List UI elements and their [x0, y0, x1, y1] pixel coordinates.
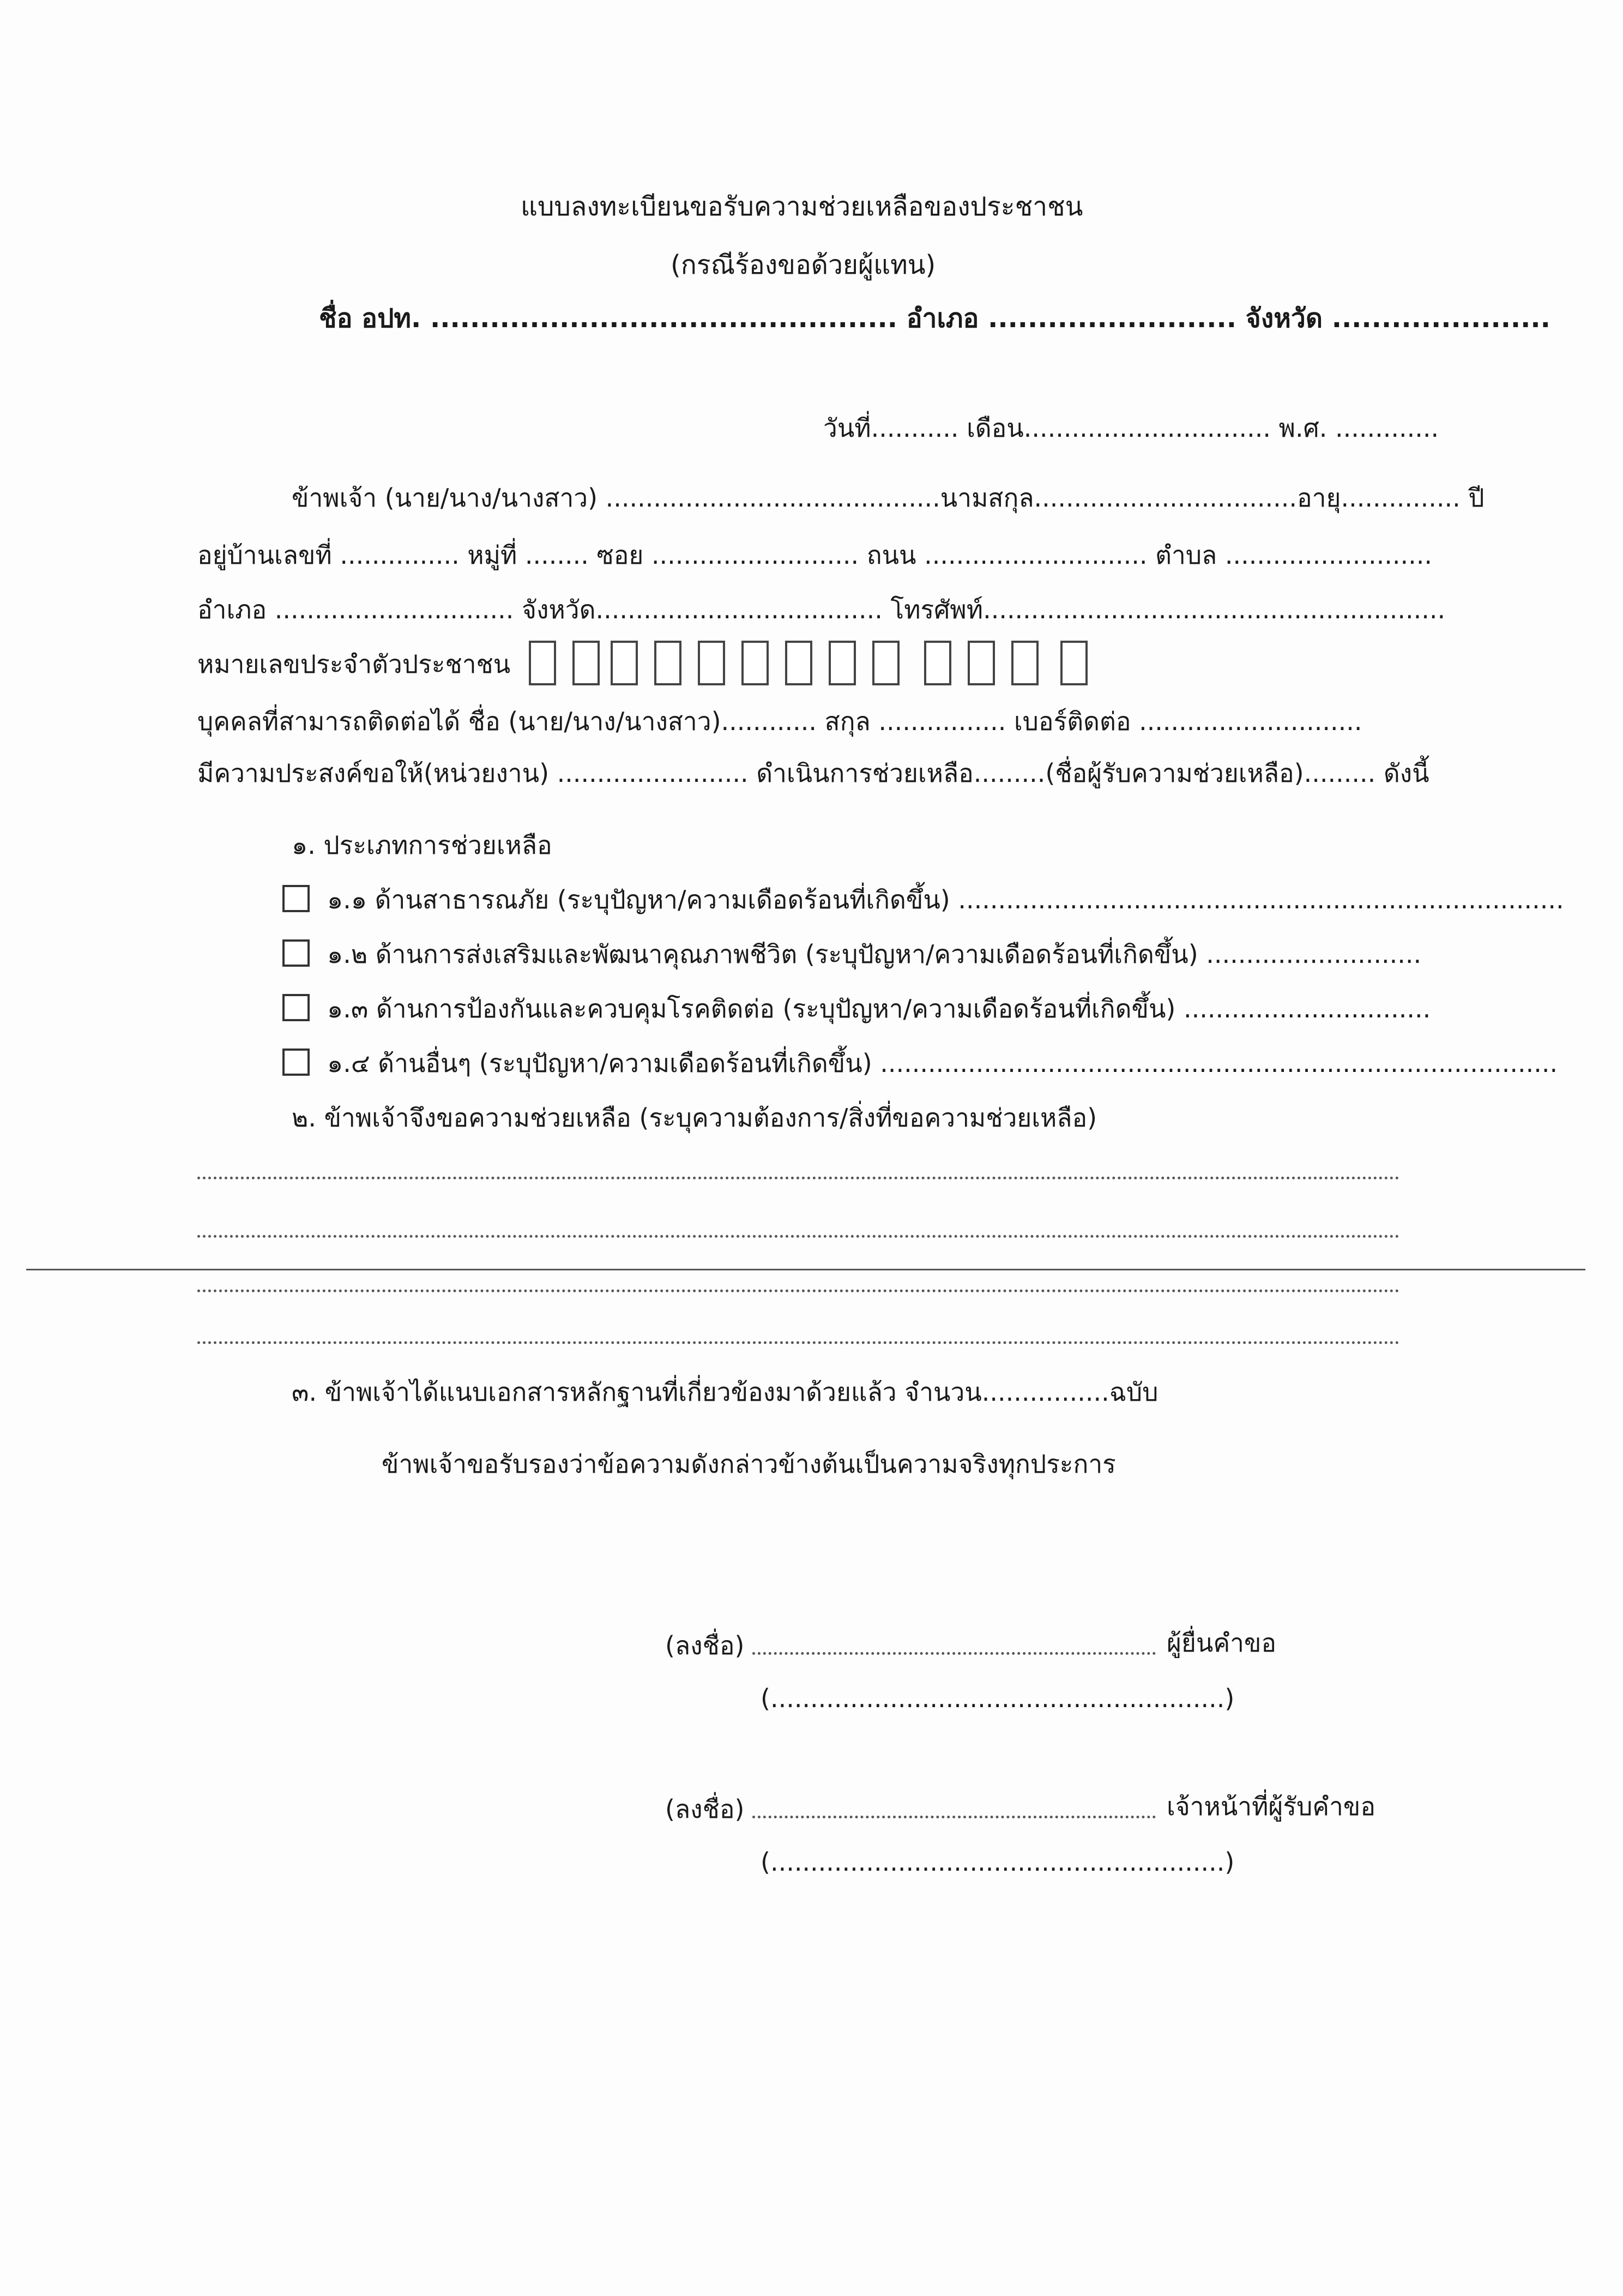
option-quality-of-life[interactable]: ๑.๒ ด้านการส่งเสริมและพัฒนาคุณภาพชีวิต (ระบุปัญหา/ความเดือดร้อนที่เกิดขึ้น) ...........................: [327, 939, 1422, 969]
divider-line: [26, 1269, 1585, 1270]
applicant-name-field[interactable]: (.........................................................): [761, 1684, 1235, 1713]
request-line-2[interactable]: [197, 1235, 1399, 1238]
id-digit-box[interactable]: [829, 641, 856, 685]
id-digit-box[interactable]: [741, 641, 769, 685]
officer-signature-field[interactable]: [752, 1816, 1156, 1818]
contact-person-line[interactable]: บุคคลที่สามารถติดต่อได้ ชื่อ (นาย/นาง/นางสาว)............ สกุล ................ เบอร์ติดต่อ ............................: [197, 707, 1362, 736]
address-line[interactable]: อยู่บ้านเลขที่ ............... หมู่ที่ ........ ซอย .......................... ถนน ............................ ตำบล ..........................: [197, 540, 1433, 570]
id-digit-box[interactable]: [968, 641, 995, 685]
option-disaster[interactable]: ๑.๑ ด้านสาธารณภัย (ระบุปัญหา/ความเดือดร้อนที่เกิดขึ้น) ............................................................................: [327, 885, 1564, 914]
section-2-heading: ๒. ข้าพเจ้าจึงขอความช่วยเหลือ (ระบุความต้องการ/สิ่งที่ขอความช่วยเหลือ): [292, 1103, 1097, 1132]
form-subtitle: (กรณีร้องขอด้วยผู้แทน): [671, 250, 936, 280]
org-line[interactable]: ชื่อ อปท. ............................................... อำเภอ ......................... จังหวัด ......................: [319, 303, 1550, 334]
id-digit-box[interactable]: [785, 641, 812, 685]
id-digit-box[interactable]: [529, 641, 556, 685]
request-line-1[interactable]: [197, 1177, 1399, 1179]
section-1-heading: ๑. ประเภทการช่วยเหลือ: [292, 830, 552, 860]
id-digit-box[interactable]: [872, 641, 900, 685]
applicant-name-line[interactable]: ข้าพเจ้า (นาย/นาง/นางสาว) ..........................................นามสกุล.................................อายุ............... ปี: [292, 483, 1485, 513]
certification-statement: ข้าพเจ้าขอรับรองว่าข้อความดังกล่าวข้างต้นเป็นความจริงทุกประการ: [382, 1449, 1116, 1479]
date-line[interactable]: วันที่........... เดือน............................... พ.ศ. .............: [823, 413, 1439, 443]
id-digit-box[interactable]: [1011, 641, 1039, 685]
request-line-3[interactable]: [197, 1289, 1399, 1292]
checkbox-disease-control[interactable]: [282, 994, 310, 1021]
district-line[interactable]: อำเภอ .............................. จังหวัด.................................... โทรศัพท์..........................................................: [197, 595, 1446, 624]
id-digit-box[interactable]: [1060, 641, 1088, 685]
id-digit-box[interactable]: [572, 641, 600, 685]
officer-role: เจ้าหน้าที่ผู้รับคำขอ: [1167, 1792, 1375, 1821]
applicant-role: ผู้ยื่นคำขอ: [1167, 1628, 1277, 1658]
option-other[interactable]: ๑.๔ ด้านอื่นๆ (ระบุปัญหา/ความเดือดร้อนที่เกิดขึ้น) .....................................................................................: [327, 1048, 1558, 1078]
id-digit-box[interactable]: [654, 641, 681, 685]
id-digit-box[interactable]: [698, 641, 725, 685]
id-digit-box[interactable]: [611, 641, 638, 685]
id-number-label: หมายเลขประจำตัวประชาชน: [197, 649, 511, 679]
checkbox-quality-of-life[interactable]: [282, 939, 310, 967]
id-digit-box[interactable]: [924, 641, 951, 685]
form-title: แบบลงทะเบียนขอรับความช่วยเหลือของประชาชน: [521, 191, 1083, 222]
checkbox-disaster[interactable]: [282, 885, 310, 912]
request-line-4[interactable]: [197, 1341, 1399, 1344]
officer-name-field[interactable]: (.........................................................): [761, 1847, 1235, 1877]
option-disease-control[interactable]: ๑.๓ ด้านการป้องกันและควบคุมโรคติดต่อ (ระบุปัญหา/ความเดือดร้อนที่เกิดขึ้น) ...............................: [327, 994, 1431, 1023]
checkbox-other[interactable]: [282, 1048, 310, 1076]
applicant-sign-label: (ลงชื่อ): [665, 1631, 745, 1660]
attachments-line[interactable]: ๓. ข้าพเจ้าได้แนบเอกสารหลักฐานที่เกี่ยวข้องมาด้วยแล้ว จำนวน................ฉบับ: [292, 1377, 1159, 1407]
officer-sign-label: (ลงชื่อ): [665, 1794, 745, 1824]
applicant-signature-field[interactable]: [752, 1652, 1156, 1655]
purpose-line[interactable]: มีความประสงค์ขอให้(หน่วยงาน) ........................ ดำเนินการช่วยเหลือ.........(ชื่อผู้รับความช่วยเหลือ)......... ดังนี้: [197, 758, 1429, 788]
